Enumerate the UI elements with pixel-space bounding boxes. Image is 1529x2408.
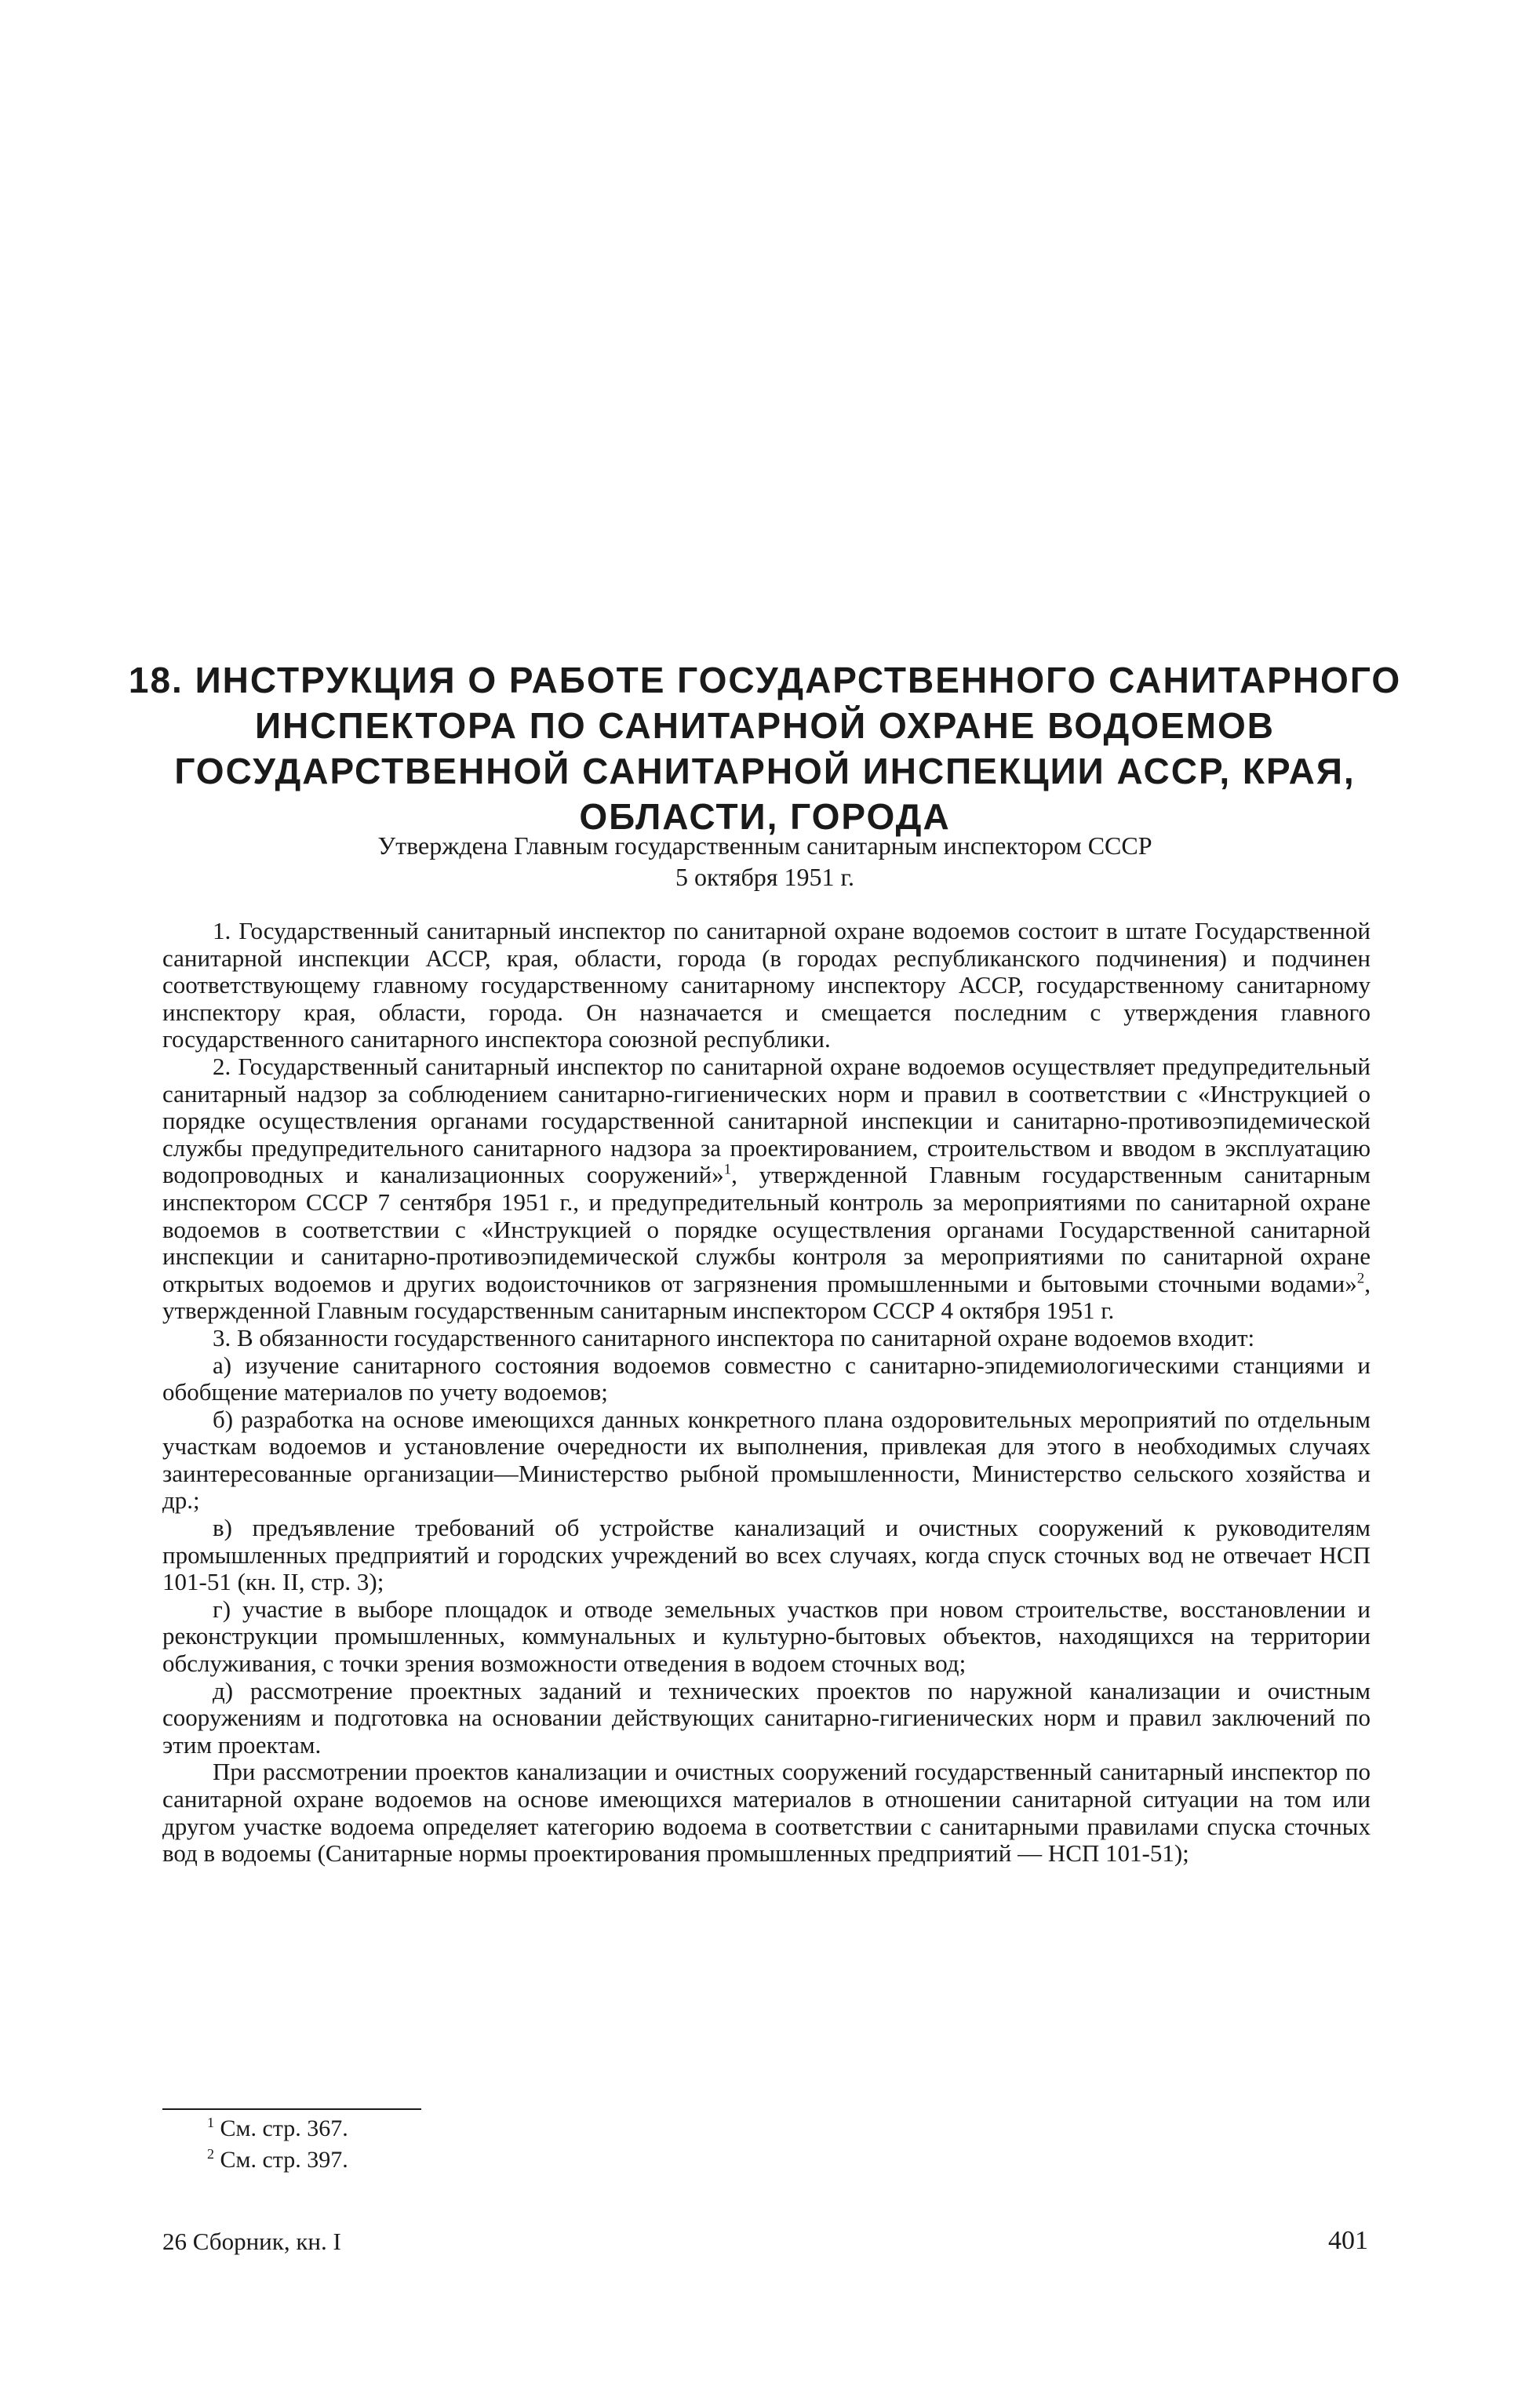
printer-signature: 26 Сборник, кн. I <box>162 2228 341 2255</box>
footnote-2-mark: 2 <box>207 2146 214 2162</box>
heading-line-2: ИНСПЕКТОРА ПО САНИТАРНОЙ ОХРАНЕ ВОДОЕМОВ <box>254 705 1276 746</box>
paragraph-2 <box>162 1053 1371 1325</box>
page-number: 401 <box>1328 2226 1368 2255</box>
heading-line-3: ГОСУДАРСТВЕННОЙ САНИТАРНОЙ ИНСПЕКЦИИ АССР, КРАЯ, <box>174 751 1356 791</box>
list-item-v: в) предъявление требований об устройстве канализаций и очистных сооружений к руководителям промышленных предприятий и городских учреждений во всех случаях, когда спуск сточных вод не отвечает НСП 101-51 (кн. II, стр. 3); <box>162 1514 1371 1596</box>
heading-line-4: ОБЛАСТИ, ГОРОДА <box>579 796 951 837</box>
document-body <box>162 918 1371 1868</box>
footnote-ref-2: 2 <box>1356 1270 1365 1287</box>
footnote-1 <box>207 2113 348 2144</box>
footnote-1-mark: 1 <box>207 2115 214 2130</box>
approval-line-1: Утверждена Главным государственным санитарным инспектором СССР <box>377 831 1152 860</box>
paragraph-2-part-c: , утвержденной Главным государственным санитарным инспектором СССР 4 октября 1951 г. <box>162 1269 1371 1325</box>
approval-note <box>165 830 1365 893</box>
footnote-ref-1: 1 <box>723 1162 732 1179</box>
footnote-2 <box>207 2144 348 2176</box>
paragraph-1: 1. Государственный санитарный инспектор по санитарной охране водоемов состоит в штате Государственной санитарной инспекции АССР, края, области, города (в городах республиканского подчинения) и подчинен соответствующему главному государственному санитарному инспектору АССР, государственному санитарному инспектору края, области, города. Он назначается и смещается последним с утверждения главного государственного санитарного инспектора союзной республики. <box>162 917 1371 1053</box>
paragraph-2-part-b: , утвержденной Главным государственным санитарным инспектором СССР 7 сентября 1951 г., и предупредительный контроль за мероприятиями по санитарной охране водоемов в соответствии с «Инструкцией о порядке осуществления органами Государственной санитарной инспекции и санитарно-противоэпидемической службы контроля за мероприятиями по санитарной охране открытых водоемов и других водоисточников от загрязнения промышленными и бытовыми сточными водами» <box>162 1161 1371 1297</box>
paragraph-4: При рассмотрении проектов канализации и очистных сооружений государственный санитарный инспектор по санитарной охране водоемов на основе имеющихся материалов в отношении санитарной ситуации на том или другом участке водоема определяет категорию водоема в соответствии с санитарными правилами спуска сточных вод в водоемы (Санитарные нормы проектирования промышленных предприятий — НСП 101-51); <box>162 1758 1371 1868</box>
document-heading <box>126 657 1404 839</box>
list-item-g: г) участие в выборе площадок и отводе земельных участков при новом строительстве, восстановлении и реконструкции промышленных, коммунальных и культурно-бытовых объектов, находящихся на территории обслуживания, с точки зрения возможности отведения в водоем сточных вод; <box>162 1595 1371 1678</box>
footnote-divider <box>162 2108 421 2110</box>
paragraph-2-part-a: 2. Государственный санитарный инспектор по санитарной охране водоемов осуществляет предупредительный санитарный надзор за соблюдением санитарно-гигиенических норм и правил в соответствии с «Инструкцией о порядке осуществления органами государственной санитарной инспекции и санитарно-противоэпидемической службы предупредительного санитарного надзора за проектированием, строительством и вводом в эксплуатацию водопроводных и канализационных сооружений» <box>162 1052 1371 1189</box>
footnotes <box>207 2113 348 2176</box>
paragraph-3: 3. В обязанности государственного санитарного инспектора по санитарной охране водоемов входит: <box>213 1323 1255 1351</box>
list-item-d: д) рассмотрение проектных заданий и технических проектов по наружной канализации и очистным сооружениям и подготовка на основании действующих санитарно-гигиенических норм и правил заключений по этим проектам. <box>162 1676 1371 1759</box>
footnote-1-text: См. стр. 367. <box>220 2115 348 2141</box>
approval-line-2: 5 октября 1951 г. <box>675 863 854 891</box>
footnote-2-text: См. стр. 397. <box>220 2147 348 2173</box>
list-item-a: а) изучение санитарного состояния водоемов совместно с санитарно-эпидемиологическими станциями и обобщение материалов по учету водоемов; <box>162 1351 1371 1406</box>
list-item-b: б) разработка на основе имеющихся данных конкретного плана оздоровительных мероприятий по отдельным участкам водоемов и установление очередности их выполнения, привлекая для этого в необходимых случаях заинтересованные организации—Министерство рыбной промышленности, Министерство сельского хозяйства и др.; <box>162 1405 1371 1515</box>
heading-line-1: 18. ИНСТРУКЦИЯ О РАБОТЕ ГОСУДАРСТВЕННОГО САНИТАРНОГО <box>128 660 1402 700</box>
